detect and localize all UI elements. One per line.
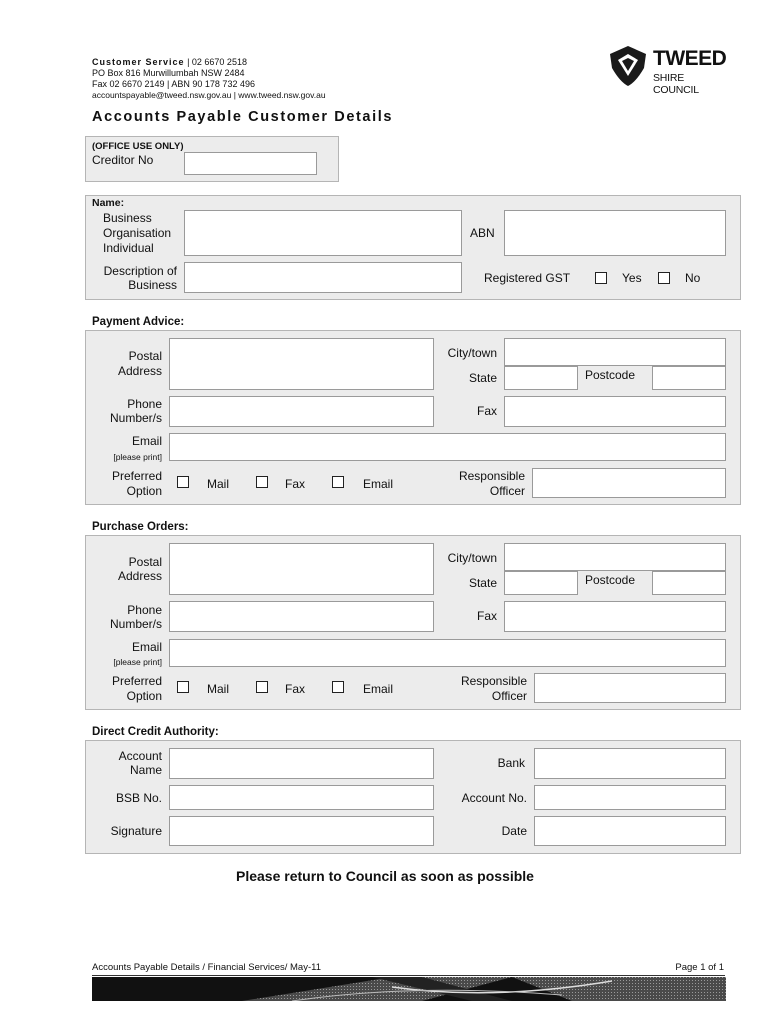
pay-fax-label: Fax xyxy=(476,404,497,418)
po-responsible-label: Responsible xyxy=(460,674,527,688)
po-please-print-label: [please print] xyxy=(113,657,162,667)
pay-city-field[interactable] xyxy=(504,338,726,366)
po-option-label: Option xyxy=(126,689,162,703)
account-no-field[interactable] xyxy=(534,785,726,810)
contact-line-3: Fax 02 6670 2149 | ABN 90 178 732 496 xyxy=(92,79,255,89)
pay-email-checkbox[interactable] xyxy=(332,476,344,488)
date-field[interactable] xyxy=(534,816,726,846)
pay-numbers-label: Number/s xyxy=(109,411,162,425)
po-postal-label: Postal xyxy=(128,555,162,569)
abn-field[interactable] xyxy=(504,210,726,256)
contact-block xyxy=(92,57,412,101)
return-note: Please return to Council as soon as possible xyxy=(236,868,534,884)
po-state-field[interactable] xyxy=(504,571,578,595)
bank-field[interactable] xyxy=(534,748,726,779)
payment-advice-heading: Payment Advice: xyxy=(92,316,185,328)
pay-preferred-label: Preferred xyxy=(111,469,162,483)
direct-credit-heading: Direct Credit Authority: xyxy=(92,726,219,738)
account-label: Account xyxy=(118,749,162,763)
pay-officer-label: Officer xyxy=(489,484,525,498)
po-fax-checkbox[interactable] xyxy=(256,681,268,693)
po-mail-checkbox[interactable] xyxy=(177,681,189,693)
po-city-label: City/town xyxy=(447,551,497,565)
po-phone-label: Phone xyxy=(127,603,162,617)
name-heading: Name: xyxy=(92,197,125,209)
name-field[interactable] xyxy=(184,210,462,256)
creditor-no-label: Creditor No xyxy=(92,153,154,167)
abn-label: ABN xyxy=(470,226,495,240)
business-label: Business xyxy=(103,211,152,225)
po-fax-label: Fax xyxy=(476,609,497,623)
bsb-field[interactable] xyxy=(169,785,434,810)
account-name-field[interactable] xyxy=(169,748,434,779)
po-state-label: State xyxy=(468,576,497,590)
footer-band xyxy=(92,977,726,1001)
po-phone-field[interactable] xyxy=(169,601,434,632)
office-use-heading: (OFFICE USE ONLY) xyxy=(92,141,184,152)
pay-state-label: State xyxy=(468,371,497,385)
po-address-label: Address xyxy=(117,569,162,583)
po-email-field[interactable] xyxy=(169,639,726,667)
individual-label: Individual xyxy=(103,241,154,255)
creditor-no-field[interactable] xyxy=(184,152,317,175)
footer-right: Page 1 of 1 xyxy=(675,962,724,973)
pay-responsible-label: Responsible xyxy=(458,469,525,483)
pay-fax-option-label: Fax xyxy=(285,477,306,491)
signature-label: Signature xyxy=(110,824,162,838)
signature-field[interactable] xyxy=(169,816,434,846)
description-label-2: Business xyxy=(128,278,177,292)
bank-label: Bank xyxy=(497,756,525,770)
page-title: Accounts Payable Customer Details xyxy=(92,109,393,125)
pay-mail-checkbox[interactable] xyxy=(177,476,189,488)
account-no-label: Account No. xyxy=(461,791,527,805)
pay-state-field[interactable] xyxy=(504,366,578,390)
gst-no-label: No xyxy=(685,271,701,285)
po-email-checkbox[interactable] xyxy=(332,681,344,693)
pay-fax-field[interactable] xyxy=(504,396,726,427)
gst-yes-checkbox[interactable] xyxy=(595,272,607,284)
contact-line-1: Customer Service | 02 6670 2518 xyxy=(92,57,247,67)
po-email-label: Email xyxy=(131,640,162,654)
council-logo-emblem-icon xyxy=(606,44,650,88)
pay-please-print-label: [please print] xyxy=(113,452,162,462)
bsb-label: BSB No. xyxy=(115,791,162,805)
pay-postcode-label: Postcode xyxy=(585,368,636,382)
footer-line xyxy=(92,975,725,976)
pay-email-field[interactable] xyxy=(169,433,726,461)
pay-postcode-field[interactable] xyxy=(652,366,726,390)
account-name-label: Name xyxy=(129,763,162,777)
council-logo xyxy=(606,44,732,96)
pay-address-label: Address xyxy=(117,364,162,378)
purchase-orders-heading: Purchase Orders: xyxy=(92,521,189,533)
po-fax-option-label: Fax xyxy=(285,682,306,696)
description-label-1: Description of xyxy=(103,264,177,278)
pay-email-option-label: Email xyxy=(363,477,394,491)
logo-sub: SHIRE COUNCIL xyxy=(653,72,699,96)
po-email-option-label: Email xyxy=(363,682,394,696)
pay-option-label: Option xyxy=(126,484,162,498)
organisation-label: Organisation xyxy=(103,226,172,240)
po-postal-address-field[interactable] xyxy=(169,543,434,595)
po-responsible-officer-field[interactable] xyxy=(534,673,726,703)
pay-phone-label: Phone xyxy=(127,397,162,411)
pay-postal-address-field[interactable] xyxy=(169,338,434,390)
date-label: Date xyxy=(501,824,527,838)
po-city-field[interactable] xyxy=(504,543,726,571)
pay-phone-field[interactable] xyxy=(169,396,434,427)
registered-gst-label: Registered GST xyxy=(484,271,571,285)
po-officer-label: Officer xyxy=(491,689,527,703)
gst-yes-label: Yes xyxy=(622,271,642,285)
logo-word: TWEED xyxy=(653,47,727,70)
gst-no-checkbox[interactable] xyxy=(658,272,670,284)
pay-responsible-officer-field[interactable] xyxy=(532,468,726,498)
contact-line-4: accountspayable@tweed.nsw.gov.au | www.tweed.nsw.gov.au xyxy=(92,90,326,100)
business-description-field[interactable] xyxy=(184,262,462,293)
contact-line-2: PO Box 816 Murwillumbah NSW 2484 xyxy=(92,68,245,78)
po-postcode-field[interactable] xyxy=(652,571,726,595)
pay-email-label: Email xyxy=(131,434,162,448)
pay-city-label: City/town xyxy=(447,346,497,360)
po-numbers-label: Number/s xyxy=(109,617,162,631)
footer-left: Accounts Payable Details / Financial Services/ May-11 xyxy=(92,962,321,973)
po-postcode-label: Postcode xyxy=(585,573,636,587)
po-mail-label: Mail xyxy=(207,682,230,696)
po-preferred-label: Preferred xyxy=(111,674,162,688)
pay-mail-label: Mail xyxy=(207,477,230,491)
pay-postal-label: Postal xyxy=(128,349,162,363)
po-fax-field[interactable] xyxy=(504,601,726,632)
pay-fax-checkbox[interactable] xyxy=(256,476,268,488)
